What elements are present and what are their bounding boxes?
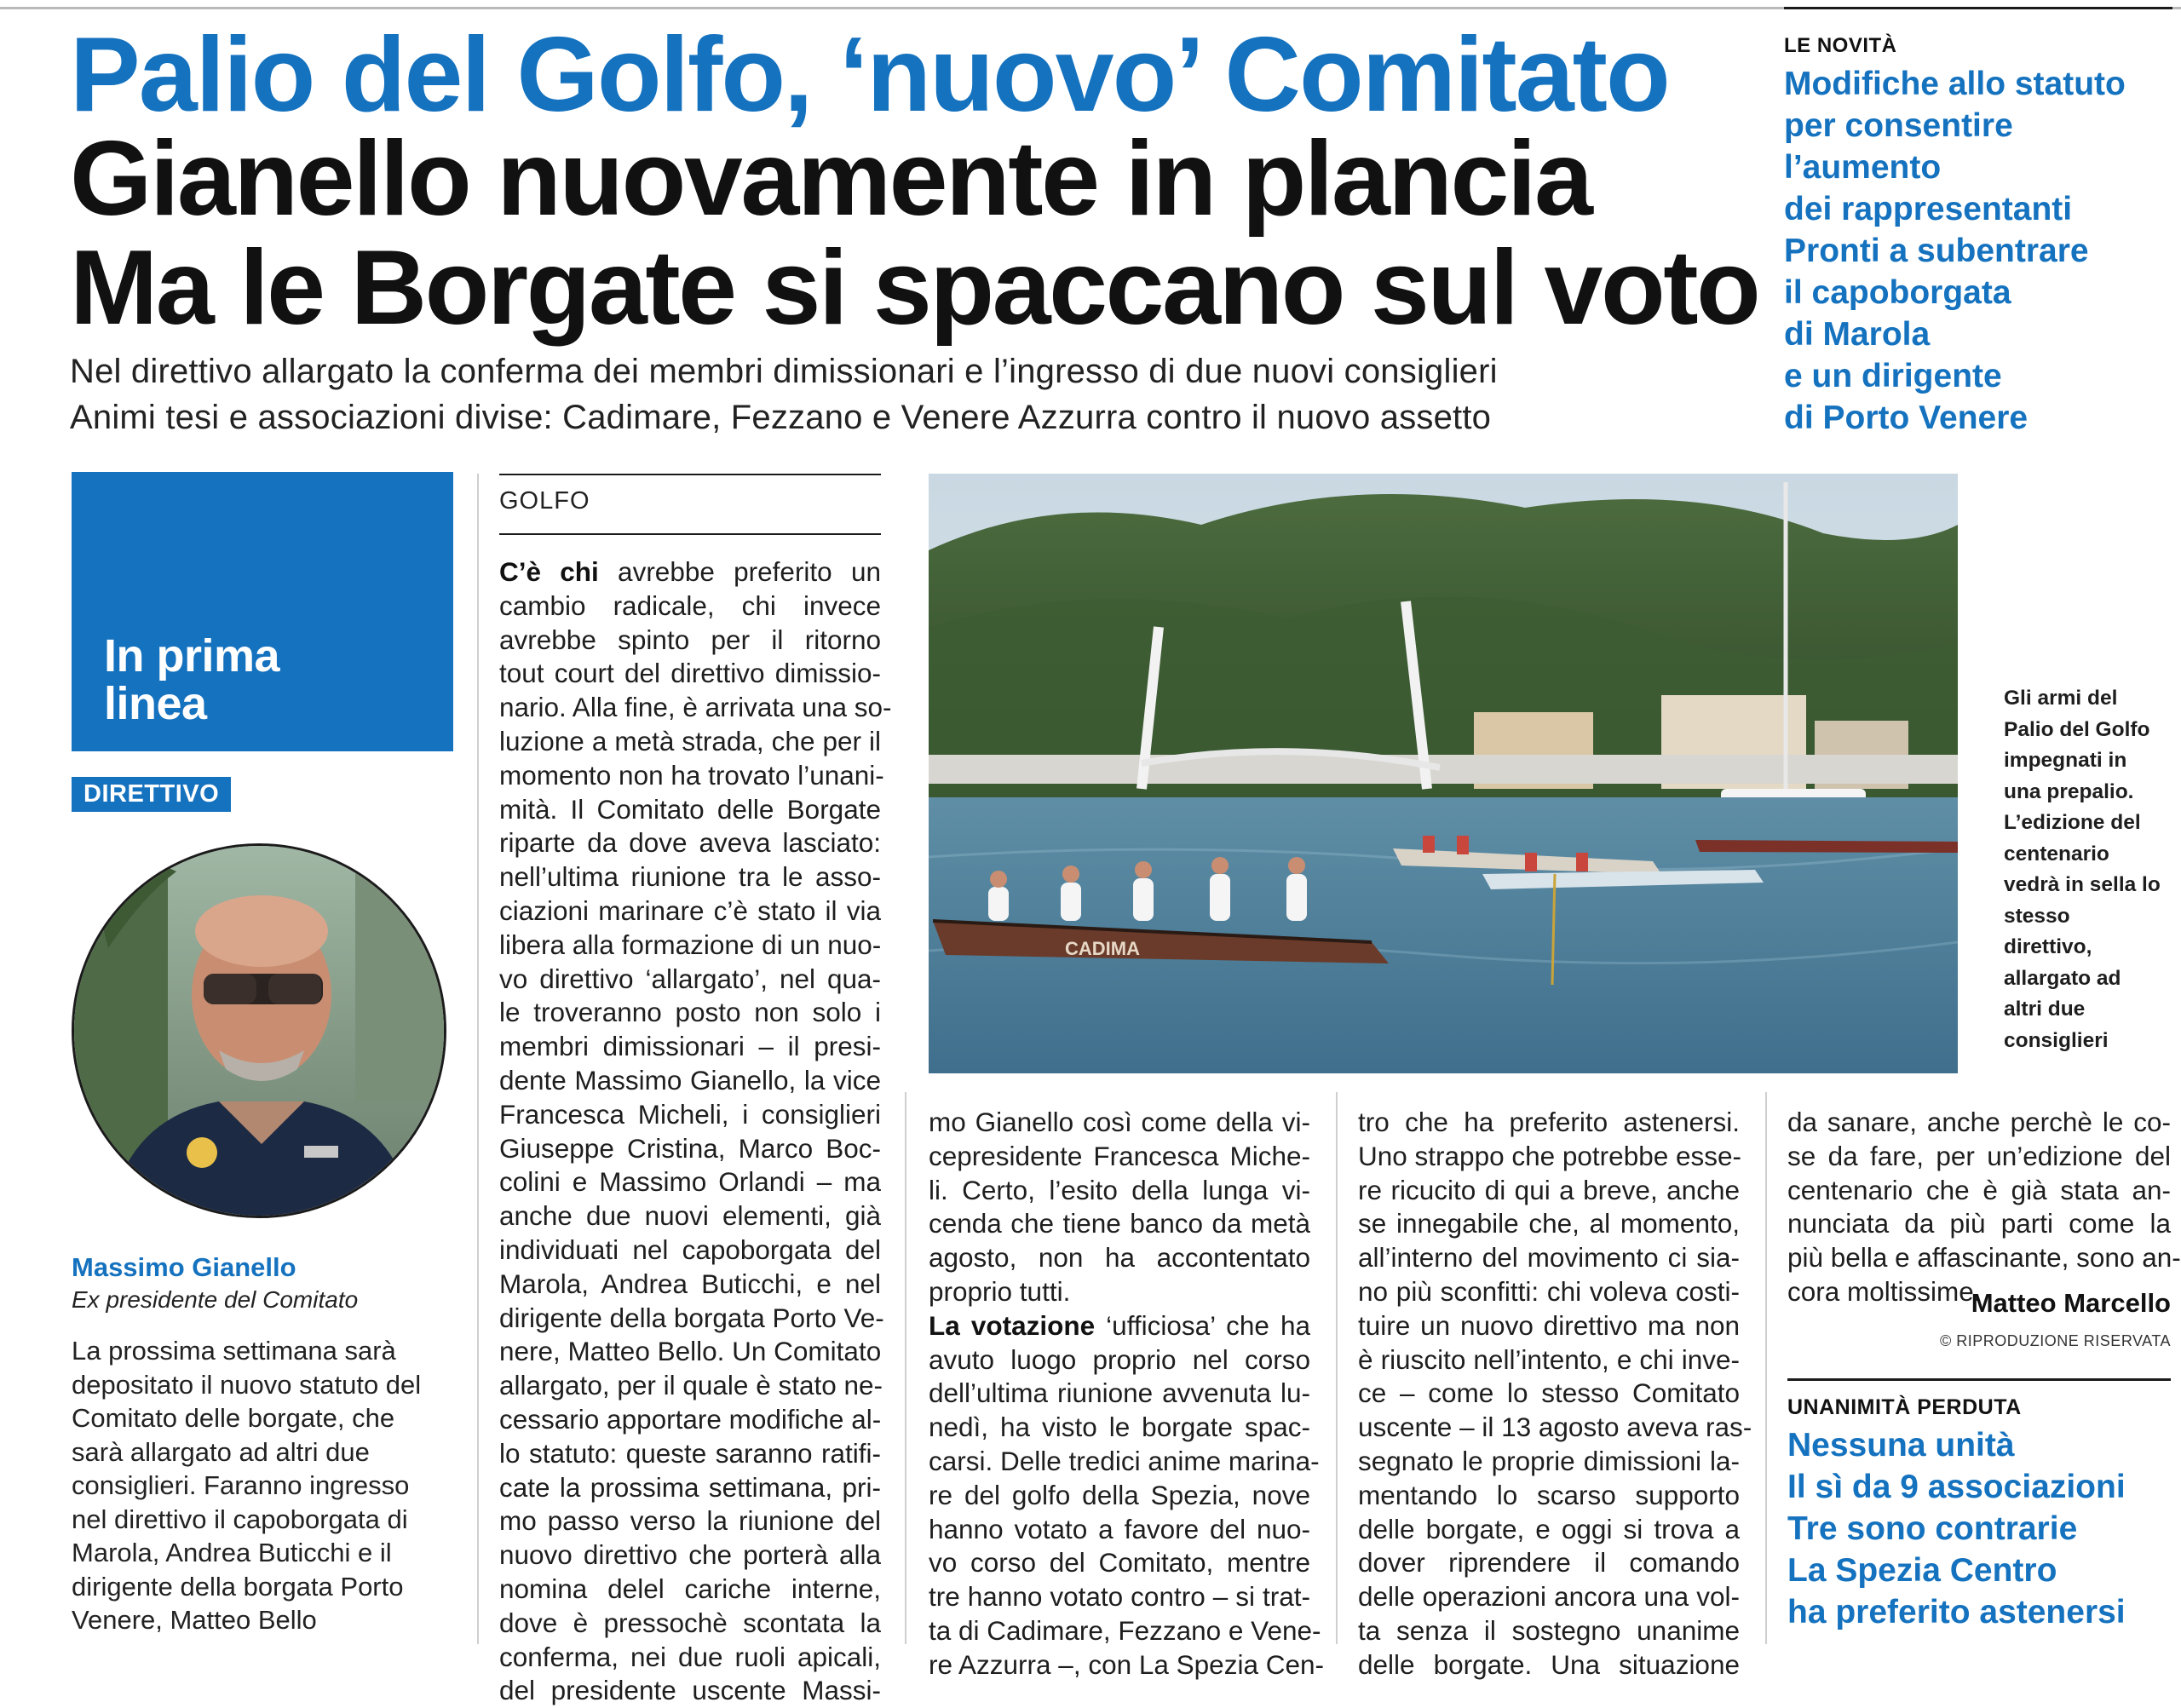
article-line: proprio tutti. <box>929 1275 1071 1307</box>
in-prima-linea-title <box>104 632 279 727</box>
sidebar-novita <box>1784 0 2172 443</box>
sidebar-unanimita-line: La Spezia Centro <box>1787 1552 2057 1589</box>
left-text-line: sarà allargato ad altri due <box>72 1436 370 1467</box>
article-line: no più sconfitti: chi voleva costi- <box>1358 1275 1740 1307</box>
article-line: dente Massimo Gianello, la vice <box>499 1064 881 1096</box>
person-role: Ex presidente del Comitato <box>72 1286 359 1313</box>
caption-line: L’edizione del <box>2004 811 2141 834</box>
section-rule-bottom <box>499 533 881 535</box>
article-line: segnato le proprie dimissioni la- <box>1358 1445 1740 1476</box>
boat-name-text: CADIMA <box>1065 938 1140 959</box>
author-byline: Matteo Marcello <box>1971 1288 2171 1318</box>
article-line: membri dimissionari – il presi- <box>499 1031 881 1062</box>
caption-line: altri due <box>2004 998 2086 1021</box>
article-column-3 <box>1358 1106 1752 1682</box>
article-line <box>499 555 881 589</box>
article-line: mentando lo scarso supporto <box>1358 1479 1740 1510</box>
article-line: Francesca Micheli, i consiglieri <box>499 1098 881 1130</box>
article-line: dove è pressochè scontata la <box>499 1607 881 1638</box>
sidebar-novita-rule <box>1784 7 2172 9</box>
article-line: momento non ha trovato l’unani- <box>499 759 884 791</box>
column-divider <box>477 474 479 1644</box>
article-line: le troveranno posto non solo i <box>499 997 881 1028</box>
direttivo-tag: DIRETTIVO <box>72 777 231 812</box>
sidebar-unanimita-text <box>1787 1424 2126 1633</box>
left-text-line: Comitato delle borgate, che <box>72 1403 395 1433</box>
sidebar-novita-line: l’aumento <box>1784 149 1942 186</box>
column-divider <box>1765 1092 1767 1644</box>
article-line: agosto, non ha accontentato <box>929 1242 1310 1274</box>
article-line: li. Certo, l’esito della lunga vi- <box>929 1174 1310 1205</box>
article-line: cambio radicale, chi invece <box>499 589 881 621</box>
article-line: allargato, per il quale è stato ne- <box>499 1370 883 1401</box>
headline-title-line-1: Gianello nuovamente in plancia <box>70 120 1591 238</box>
article-line: se innegabile che, al momento, <box>1358 1208 1740 1239</box>
left-text-line: La prossima settimana sarà <box>72 1336 396 1366</box>
caption-line: centenario <box>2004 842 2109 866</box>
column-divider <box>1336 1092 1338 1644</box>
left-column-text <box>72 1334 446 1637</box>
article-line <box>929 1309 1310 1343</box>
subhead-bold: La votazione <box>929 1309 1096 1341</box>
in-prima-linea-line-2: linea <box>104 678 207 729</box>
caption-line: una prepalio. <box>2004 779 2134 803</box>
article-line: se da fare, per un’edizione del <box>1787 1140 2171 1171</box>
article-line: mo Gianello così come della vi- <box>929 1107 1310 1137</box>
article-line: conferma, nei due ruoli apicali, <box>499 1641 881 1672</box>
sidebar-novita-line: di Porto Venere <box>1784 400 2029 436</box>
sidebar-novita-label: LE NOVITÀ <box>1784 34 1897 57</box>
caption-line: Gli armi del <box>2004 687 2118 710</box>
article-line: vo corso del Comitato, mentre <box>929 1547 1310 1579</box>
article-line: delle borgate, e oggi si trova a <box>1358 1513 1740 1544</box>
article-line: cessario apportare modifiche al- <box>499 1403 882 1435</box>
article-line: tro che ha preferito astenersi. <box>1358 1107 1740 1137</box>
article-line: Uno strappo che potrebbe esse- <box>1358 1140 1742 1171</box>
article-line: cepresidente Francesca Miche- <box>929 1140 1310 1171</box>
article-line: più bella e affascinante, sono an- <box>1787 1242 2181 1274</box>
article-line: Marola, Andrea Buticchi, e nel <box>499 1268 881 1299</box>
left-text-line: dirigente della borgata Porto <box>72 1571 404 1602</box>
article-line: Giuseppe Cristina, Marco Boc- <box>499 1132 881 1164</box>
portrait-illustration <box>74 846 446 1218</box>
article-line: tre hanno votato contro – si trat- <box>929 1581 1310 1613</box>
sidebar-novita-line: Pronti a subentrare <box>1784 233 2089 269</box>
article-line: dirigente della borgata Porto Ve- <box>499 1302 884 1333</box>
caption-line: consiglieri <box>2004 1028 2109 1052</box>
article-line: uscente – il 13 agosto aveva ras- <box>1358 1412 1752 1443</box>
section-label: GOLFO <box>499 487 590 515</box>
lead-bold: C’è chi <box>499 556 599 587</box>
subtitle-line-1: Nel direttivo allargato la conferma dei membri dimissionari e l’ingresso di due nuovi consiglieri <box>70 353 1498 390</box>
article-line: avrebbe spinto per il ritorno <box>499 624 881 655</box>
rowing-photo-illustration <box>929 474 1958 1073</box>
article-line: carsi. Delle tredici anime marina- <box>929 1445 1320 1476</box>
caption-line: stesso <box>2004 904 2070 928</box>
caption-line: Palio del Golfo <box>2004 717 2150 741</box>
sidebar-novita-line: il capoborgata <box>1784 274 2011 311</box>
copyright-notice: © RIPRODUZIONE RISERVATA <box>1940 1332 2171 1349</box>
article-line: nunciata da più parti come la <box>1787 1208 2171 1239</box>
sidebar-novita-text <box>1784 63 2126 439</box>
article-line: delle operazioni ancora una vol- <box>1358 1581 1740 1613</box>
article-line: mo passo verso la riunione del <box>499 1505 881 1537</box>
article-line: riparte da dove aveva lasciato: <box>499 827 881 859</box>
sidebar-novita-line: e un dirigente <box>1784 358 2002 394</box>
subtitle-line-2: Animi tesi e associazioni divise: Cadimare, Fezzano e Venere Azzurra contro il nuovo assetto <box>70 399 1492 436</box>
article-line: del presidente uscente Massi- <box>499 1675 881 1706</box>
portrait-avatar <box>72 843 446 1218</box>
rowing-photo <box>929 474 1958 1073</box>
article-column-2 <box>929 1106 1324 1682</box>
article-line: ta senza il sostegno unanime <box>1358 1614 1740 1646</box>
photo-caption <box>2004 683 2174 1056</box>
article-line: nell’ultima riunione tra le asso- <box>499 861 881 893</box>
left-text-line: nel direttivo il capoborgata di <box>72 1504 408 1534</box>
caption-line: allargato ad <box>2004 966 2121 990</box>
column-divider <box>905 1092 906 1644</box>
sidebar-unanimita-line: Il sì da 9 associazioni <box>1787 1469 2126 1505</box>
article-column-1 <box>499 555 892 1708</box>
article-line: cenda che tiene banco da metà <box>929 1208 1310 1239</box>
article-line: è riuscito nell’intento, e chi inve- <box>1358 1343 1740 1375</box>
article-line: nuovo direttivo che porterà alla <box>499 1539 881 1571</box>
article-line: ta di Cadimare, Fezzano e Vene- <box>929 1614 1321 1646</box>
article-line: re del golfo della Spezia, nove <box>929 1479 1310 1510</box>
article-line: ciazioni marinare c’è stato il via <box>499 894 881 926</box>
article-line: colini e Massimo Orlandi – ma <box>499 1166 881 1198</box>
article-line: nedì, ha visto le borgate spac- <box>929 1412 1310 1443</box>
article-line: individuati nel capoborgata del <box>499 1234 881 1265</box>
article-line: da sanare, anche perchè le co- <box>1787 1107 2171 1137</box>
article-line: tuire un nuovo direttivo ma non <box>1358 1309 1740 1341</box>
article-line: re Azzurra –, con La Spezia Cen- <box>929 1648 1324 1680</box>
left-text-line: Marola, Andrea Buticchi e il <box>72 1538 392 1567</box>
article-line: dell’ultima riunione avvenuta lu- <box>929 1377 1310 1409</box>
sidebar-unanimita-line: ha preferito astenersi <box>1787 1594 2126 1630</box>
section-rule-top <box>499 474 881 475</box>
article-line: avuto luogo proprio nel corso <box>929 1343 1310 1375</box>
article-line: hanno votato a favore del nuo- <box>929 1513 1310 1544</box>
article-line: anche due nuovi elementi, già <box>499 1200 881 1232</box>
caption-line: impegnati in <box>2004 749 2127 772</box>
sidebar-novita-line: per consentire <box>1784 107 2013 144</box>
sidebar-novita-line: dei rappresentanti <box>1784 191 2073 227</box>
sidebar-unanimita-line: Tre sono contrarie <box>1787 1510 2078 1547</box>
left-text-line: depositato il nuovo statuto del <box>72 1369 422 1400</box>
article-column-4 <box>1787 1106 2181 1309</box>
article-line: libera alla formazione di un nuo- <box>499 929 882 960</box>
article-line: nomina delel cariche interne, <box>499 1573 881 1604</box>
lead-rest: avrebbe preferito un <box>598 556 881 587</box>
article-line: all’interno del movimento ci sia- <box>1358 1242 1740 1274</box>
article-line: cate la prossima settimana, pri- <box>499 1471 881 1503</box>
article-line: dover riprendere il comando <box>1358 1547 1740 1579</box>
article-line: lo statuto: queste saranno ratifi- <box>499 1437 881 1469</box>
article-line: tout court del direttivo dimissio- <box>499 658 881 689</box>
article-line: centenario che è già stata an- <box>1787 1174 2171 1205</box>
article-line: nario. Alla fine, è arrivata una so- <box>499 692 892 723</box>
sidebar-novita-line: Modifiche allo statuto <box>1784 66 2126 102</box>
article-line: cora moltissime. <box>1787 1275 1982 1307</box>
article-line: re ricucito di qui a breve, anche <box>1358 1174 1740 1205</box>
sidebar-unanimita-rule <box>1787 1378 2171 1381</box>
in-prima-linea-line-1: In prima <box>104 630 280 681</box>
person-name: Massimo Gianello <box>72 1252 296 1282</box>
article-line: delle borgate. Una situazione <box>1358 1648 1740 1680</box>
in-prima-linea-box <box>72 472 453 751</box>
caption-line: direttivo, <box>2004 935 2092 958</box>
article-line: nere, Matteo Bello. Un Comitato <box>499 1336 882 1367</box>
caption-line: vedrà in sella lo <box>2004 873 2161 896</box>
headline-title-line-2: Ma le Borgate si spaccano sul voto <box>70 229 1759 347</box>
sidebar-unanimita-line: Nessuna unità <box>1787 1427 2015 1464</box>
article-line: ce – come lo stesso Comitato <box>1358 1377 1740 1409</box>
left-text-line: Venere, Matteo Bello <box>72 1605 317 1635</box>
article-line: mità. Il Comitato delle Borgate <box>499 793 881 825</box>
article-line: vo direttivo ‘allargato’, nel qua- <box>499 963 881 994</box>
headline-kicker: Palio del Golfo, ‘nuovo’ Comitato <box>70 16 1669 134</box>
subhead-rest: ‘ufficiosa’ che ha <box>1095 1309 1310 1341</box>
article-line: luzione a metà strada, che per il <box>499 725 881 756</box>
left-text-line: consiglieri. Faranno ingresso <box>72 1470 410 1500</box>
sidebar-novita-line: di Marola <box>1784 316 1931 353</box>
sidebar-unanimita-label: UNANIMITÀ PERDUTA <box>1787 1395 2022 1419</box>
